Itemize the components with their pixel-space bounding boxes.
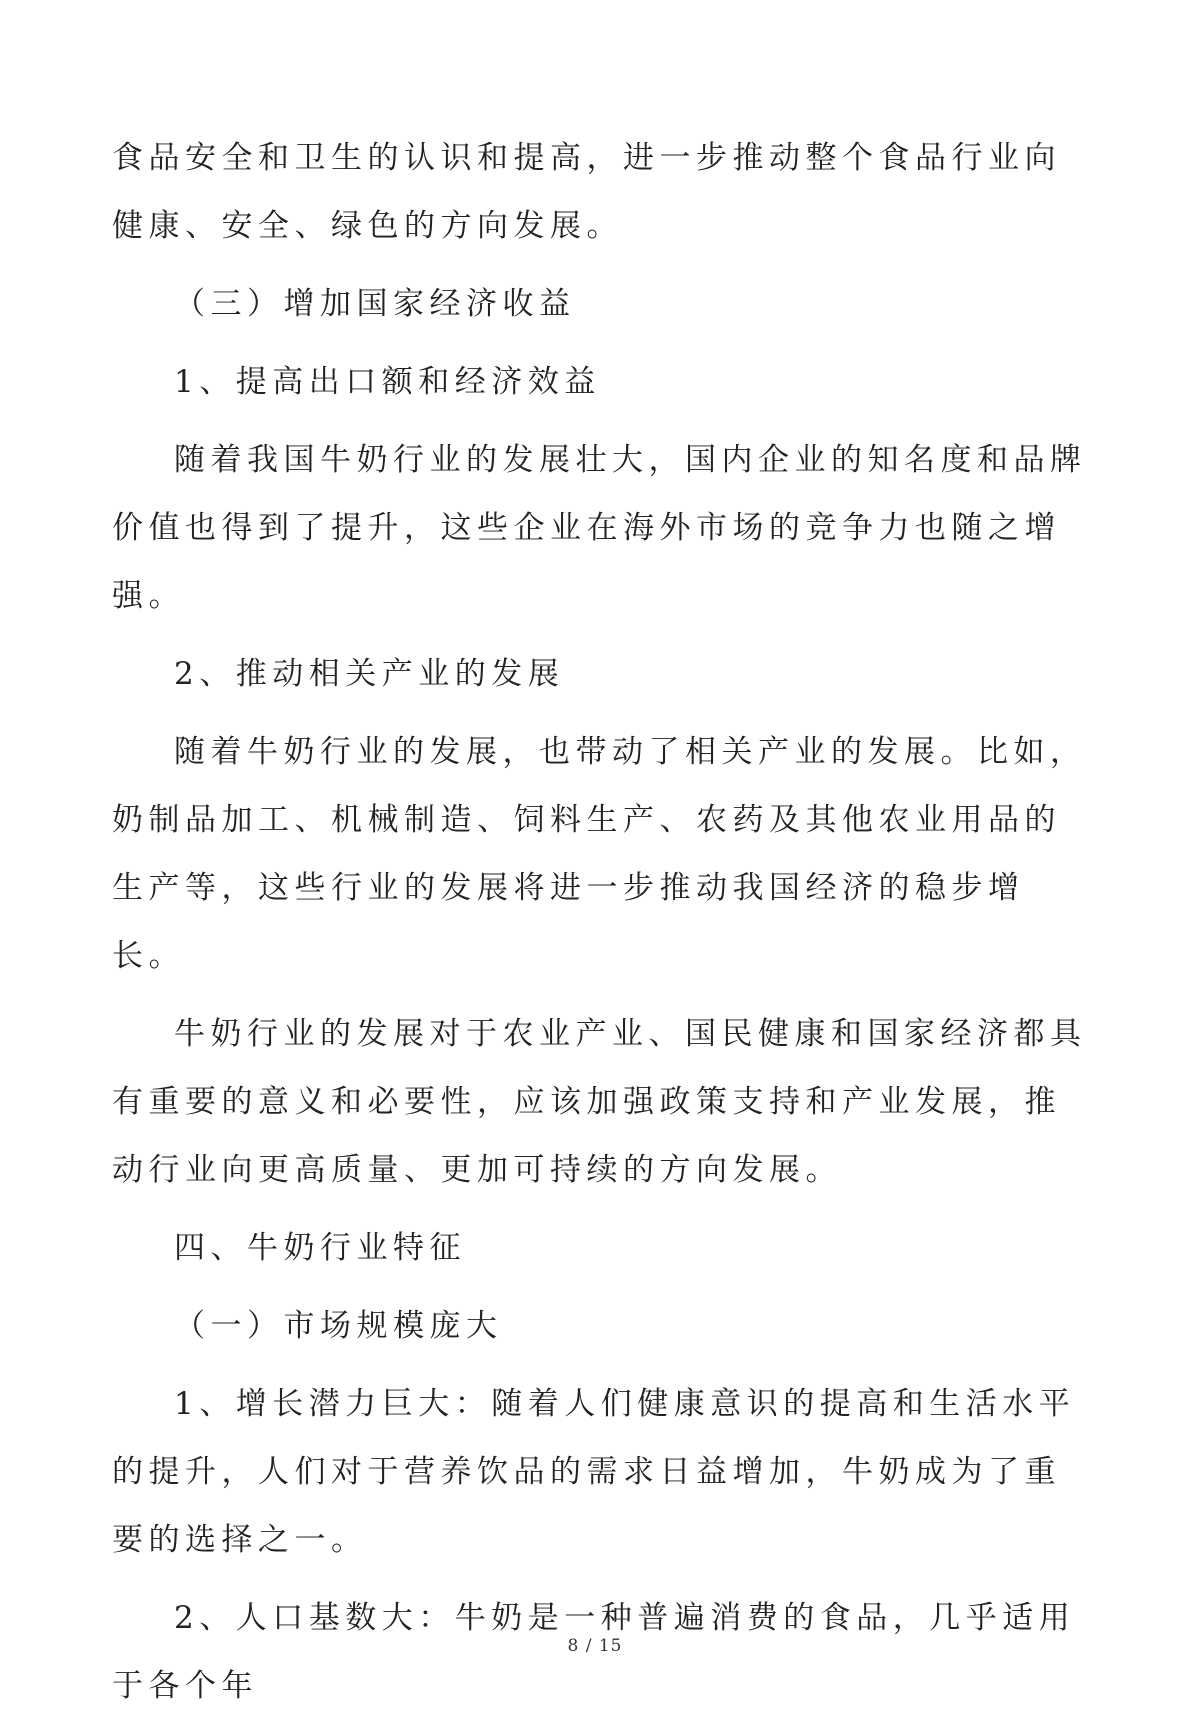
- paragraph-population-base: 2、人口基数大：牛奶是一种普遍消费的食品，几乎适用于各个年: [112, 1600, 1076, 1704]
- paragraph-significance-summary: 牛奶行业的发展对于农业产业、国民健康和国家经济都具有重要的意义和必要性，应该加强政策支持和产业发展，推动行业向更高质量、更加可持续的方向发展。: [112, 1016, 1087, 1188]
- paragraph-brand-value-overseas: 随着我国牛奶行业的发展壮大，国内企业的知名度和品牌价值也得到了提升，这些企业在海外市场的竞争力也随之增强。: [112, 442, 1087, 614]
- document-body: [112, 124, 1087, 1720]
- heading-increase-national-economic-income: （三）增加国家经济收益: [174, 286, 576, 322]
- subheading-export-and-economic-benefit: 1、提高出口额和经济效益: [174, 364, 601, 400]
- page-number: 8 / 15: [567, 1636, 623, 1656]
- paragraph-growth-potential: 1、增长潜力巨大：随着人们健康意识的提高和生活水平的提升，人们对于营养饮品的需求日益增加，牛奶成为了重要的选择之一。: [112, 1386, 1076, 1558]
- subheading-related-industries: 2、推动相关产业的发展: [174, 656, 565, 692]
- heading-milk-industry-features: 四、牛奶行业特征: [174, 1230, 466, 1266]
- paragraph-related-industries: 随着牛奶行业的发展，也带动了相关产业的发展。比如，奶制品加工、机械制造、饲料生产、农药及其他农业用品的生产等，这些行业的发展将进一步推动我国经济的稳步增长。: [112, 734, 1087, 974]
- paragraph-food-safety-continued: 食品安全和卫生的认识和提高，进一步推动整个食品行业向健康、安全、绿色的方向发展。: [112, 140, 1061, 244]
- heading-market-scale: （一）市场规模庞大: [174, 1308, 503, 1344]
